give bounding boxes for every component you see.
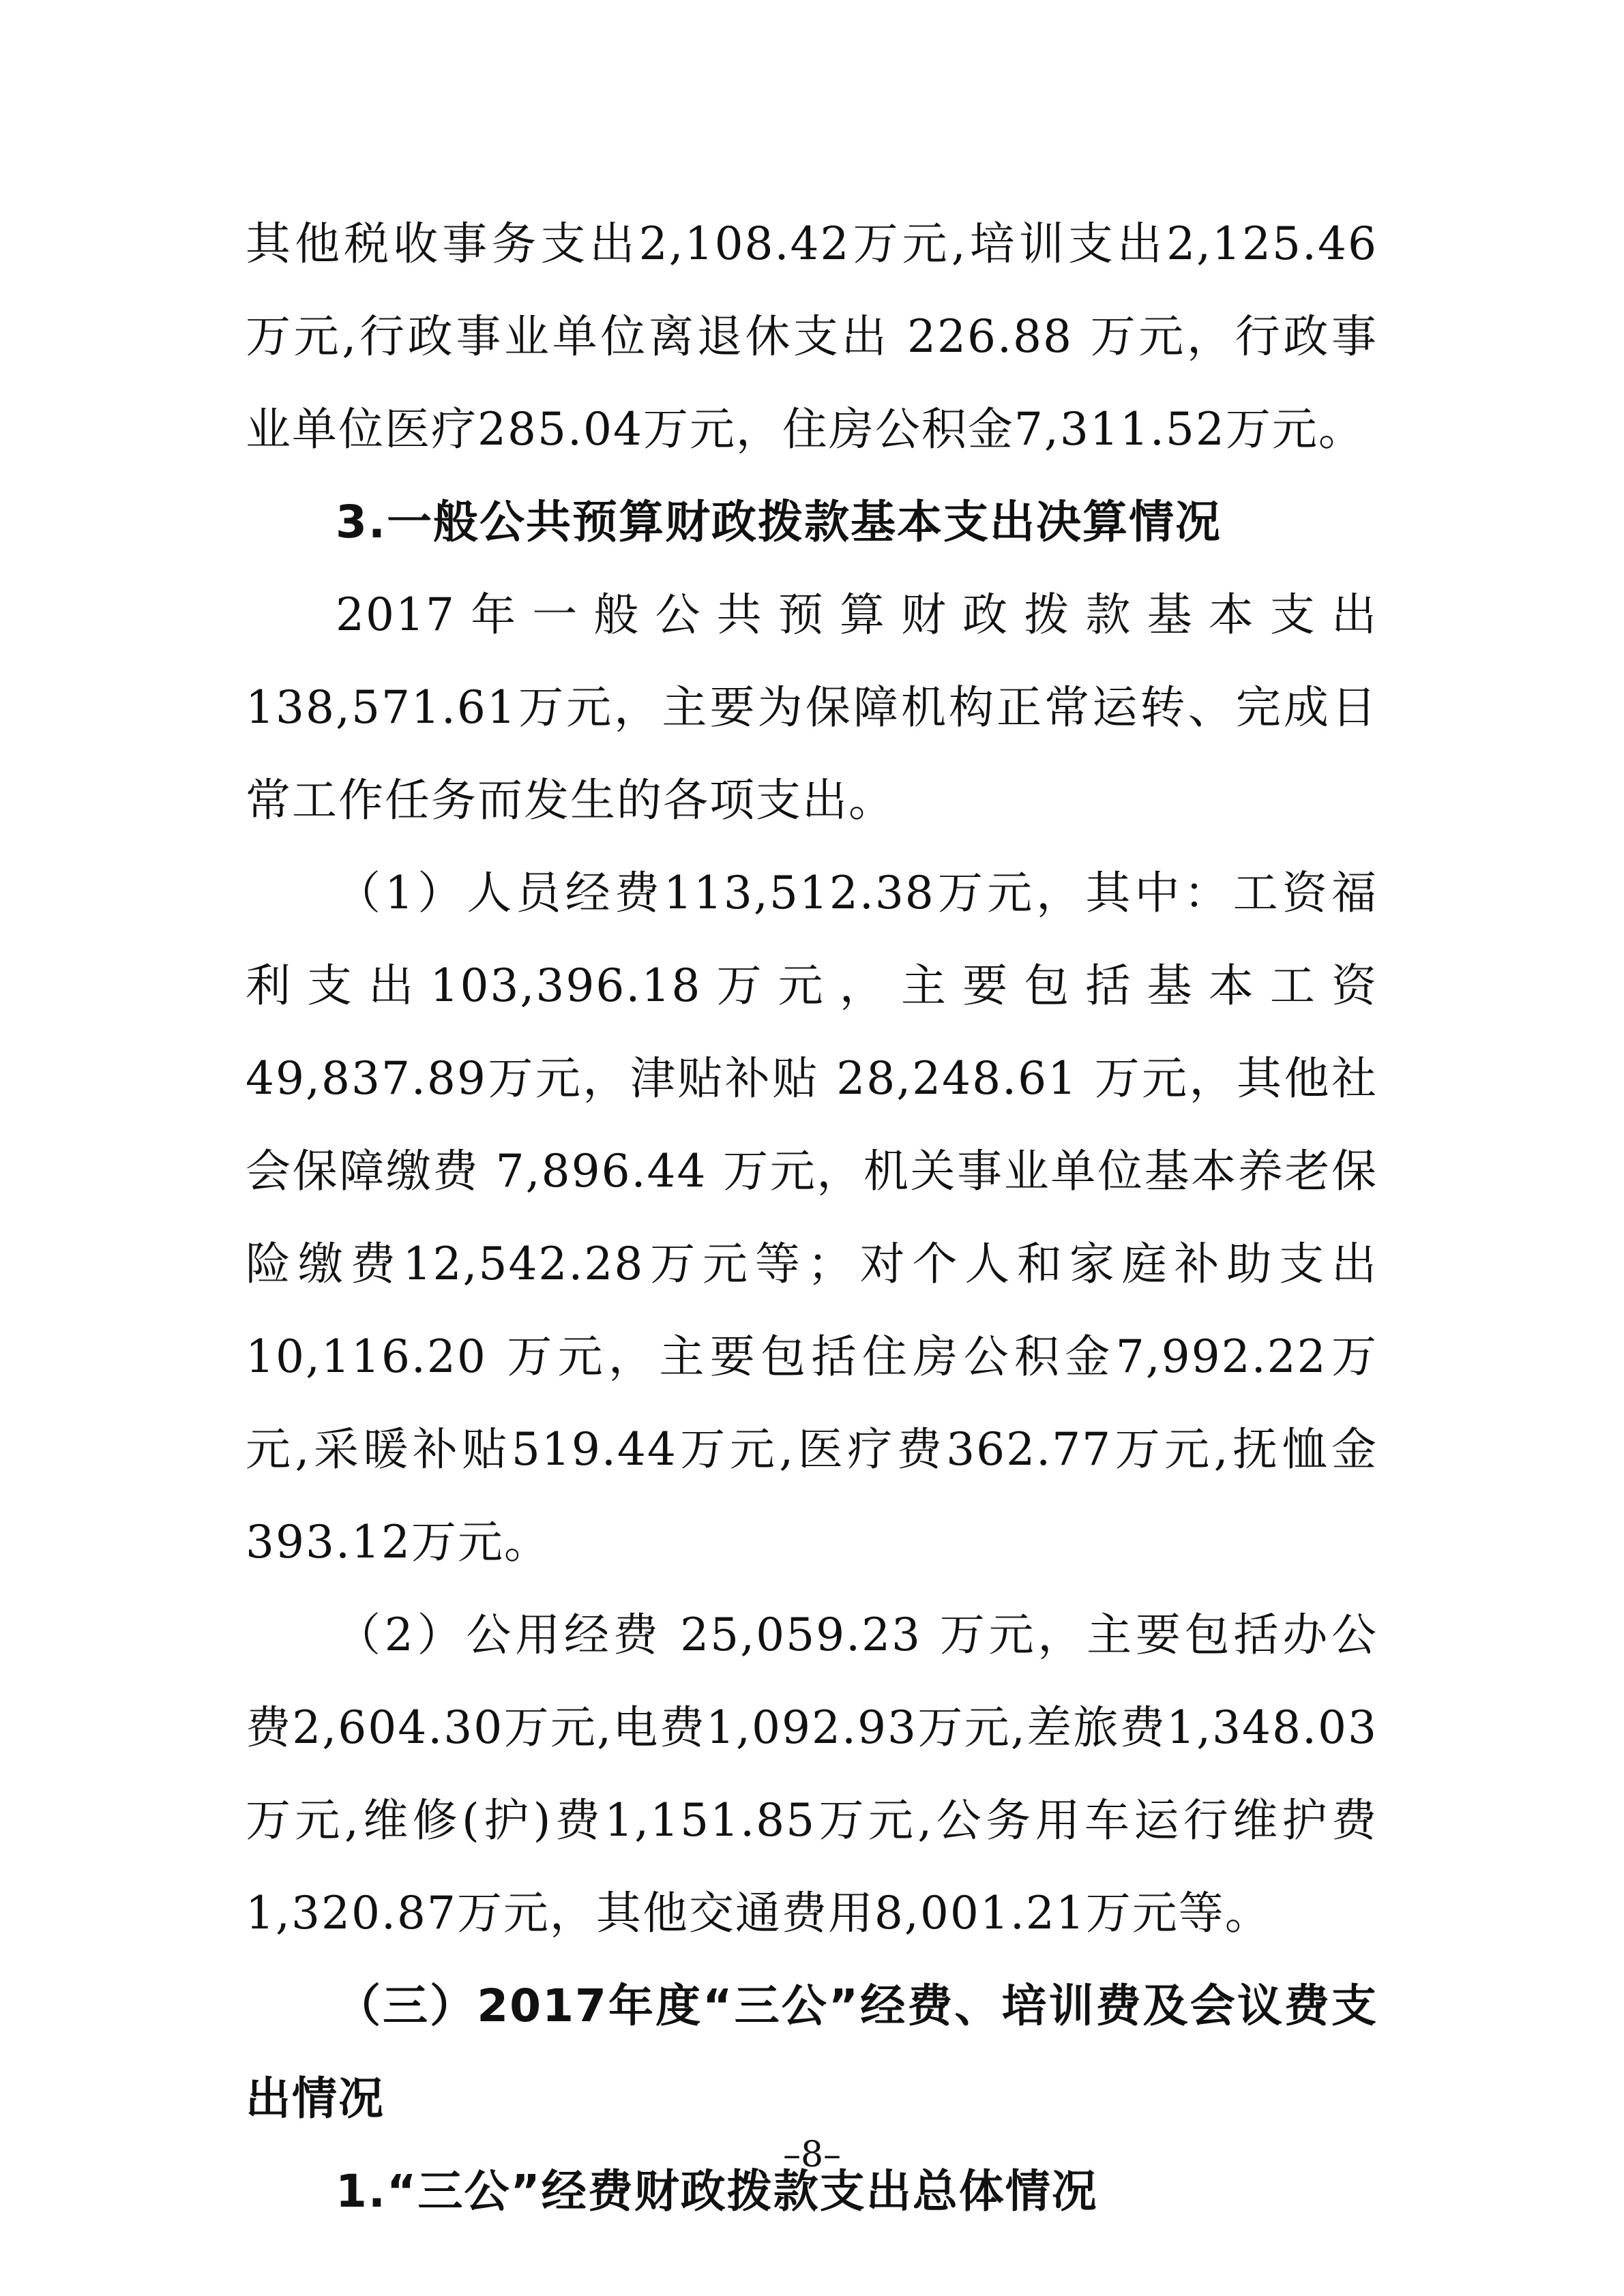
page-content — [246, 198, 1378, 2238]
paragraph-basic-expenditure-summary: 2017年一般公共预算财政拨款基本支出138,571.61万元，主要为保障机构正常运转、完成日常工作任务而发生的各项支出。 — [246, 588, 1378, 826]
paragraph-public-expenses: （2）公用经费 25,059.23 万元，主要包括办公费2,604.30万元,电费1,092.93万元,差旅费1,348.03万元,维修(护)费1,151.85万元,公务用车运行维护费1,320.87万元，其他交通费用8,001.21万元等。 — [246, 1609, 1378, 1939]
heading-three-public-expenses: （三）2017年度“三公”经费、培训费及会议费支出情况 — [246, 1980, 1378, 2125]
page-number: –8– — [782, 2134, 842, 2175]
paragraph-personnel-expenses: （1）人员经费113,512.38万元，其中：工资福利支出103,396.18万元，主要包括基本工资49,837.89万元，津贴补贴 28,248.61 万元，其他社会保障缴费 7,896.44 万元，机关事业单位基本养老保险缴费12,542.28万元等；对个人和家庭补助支出 10,116.20 万元，主要包括住房公积金7,992.22万元,采暖补贴519.44万元,医疗费362.77万元,抚恤金393.12万元。 — [246, 867, 1378, 1568]
paragraph-other-tax-expenditure: 其他税收事务支出2,108.42万元,培训支出2,125.46万元,行政事业单位离退休支出 226.88 万元，行政事业单位医疗285.04万元，住房公积金7,311.52万元。 — [246, 218, 1378, 456]
heading-basic-expenditure: 3.一般公共预算财政拨款基本支出决算情况 — [336, 496, 1222, 548]
heading-three-public-overall: 1.“三公”经费财政拨款支出总体情况 — [336, 2165, 1098, 2218]
